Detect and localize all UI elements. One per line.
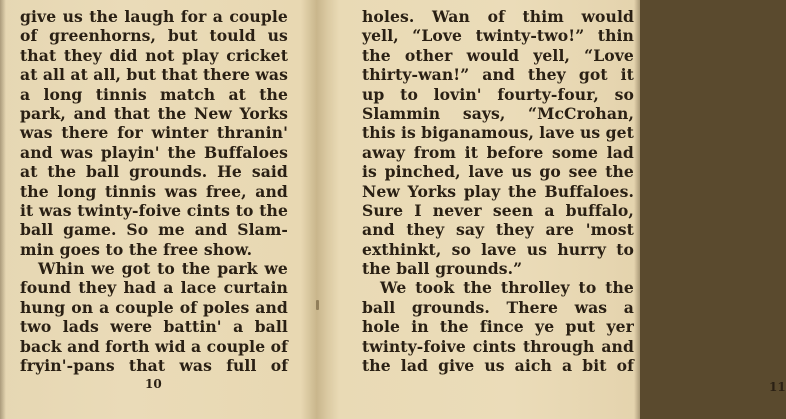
text-line: two lads were battin' a ball <box>20 317 288 337</box>
text-line: of greenhorns, but tould us <box>20 26 288 46</box>
text-line: twinty-foive cints through and <box>362 336 634 356</box>
text-line: back and forth wid a couple of <box>20 336 288 356</box>
text-line: yell, “Love twinty-two!” thin <box>362 26 634 46</box>
text-line: hung on a couple of poles and <box>20 297 288 317</box>
text-line: this is biganamous, lave us get <box>362 123 634 143</box>
text-line: away from it before some lad <box>362 142 634 162</box>
text-line: ball game. So me and Slam- <box>20 220 288 240</box>
text-line: exthinkt, so lave us hurry to <box>362 239 634 259</box>
text-line: the lad give us aich a bit of <box>362 356 634 376</box>
right-page-number: 11 <box>769 380 786 394</box>
text-line: We took the throlley to the <box>380 278 634 298</box>
text-line: Sure I never seen a buffalo, <box>362 200 634 220</box>
text-line: was there for winter thranin' <box>20 123 288 143</box>
binding-thread-mark <box>316 300 319 310</box>
right-page <box>322 0 786 419</box>
text-line: the long tinnis was free, and <box>20 181 288 201</box>
text-line: the ball grounds.” <box>362 259 523 279</box>
text-line: up to lovin' fourty-four, so <box>362 84 634 104</box>
text-line: and was playin' the Buffaloes <box>20 142 288 162</box>
left-page-number: 10 <box>145 377 162 391</box>
text-line: it was twinty-foive cints to the <box>20 200 288 220</box>
text-line: min goes to the free show. <box>20 239 253 259</box>
text-line: Whin we got to the park we <box>38 259 288 279</box>
text-line: ball grounds. There was a <box>362 297 634 317</box>
text-line: at the ball grounds. He said <box>20 162 288 182</box>
text-line: Slammin says, “McCrohan, <box>362 103 634 123</box>
left-page <box>0 0 312 419</box>
text-line: give us the laugh for a couple <box>20 7 288 26</box>
text-line: found they had a lace curtain <box>20 278 288 298</box>
text-line: is pinched, lave us go see the <box>362 162 634 182</box>
text-line: the other would yell, “Love <box>362 45 634 65</box>
text-line: holes. Wan of thim would <box>362 7 634 26</box>
right-page-text <box>362 7 634 375</box>
text-line: hole in the fince ye put yer <box>362 317 634 337</box>
text-line: park, and that the New Yorks <box>20 103 288 123</box>
text-line: and they say they are 'most <box>362 220 634 240</box>
left-page-text <box>20 7 288 375</box>
text-line: fryin'-pans that was full of <box>20 356 288 376</box>
text-line: that they did not play cricket <box>20 45 288 65</box>
text-line: thirty-wan!” and they got it <box>362 65 634 85</box>
text-line: New Yorks play the Buffaloes. <box>362 181 634 201</box>
text-line: a long tinnis match at the <box>20 84 288 104</box>
text-line: at all at all, but that there was <box>20 65 288 85</box>
